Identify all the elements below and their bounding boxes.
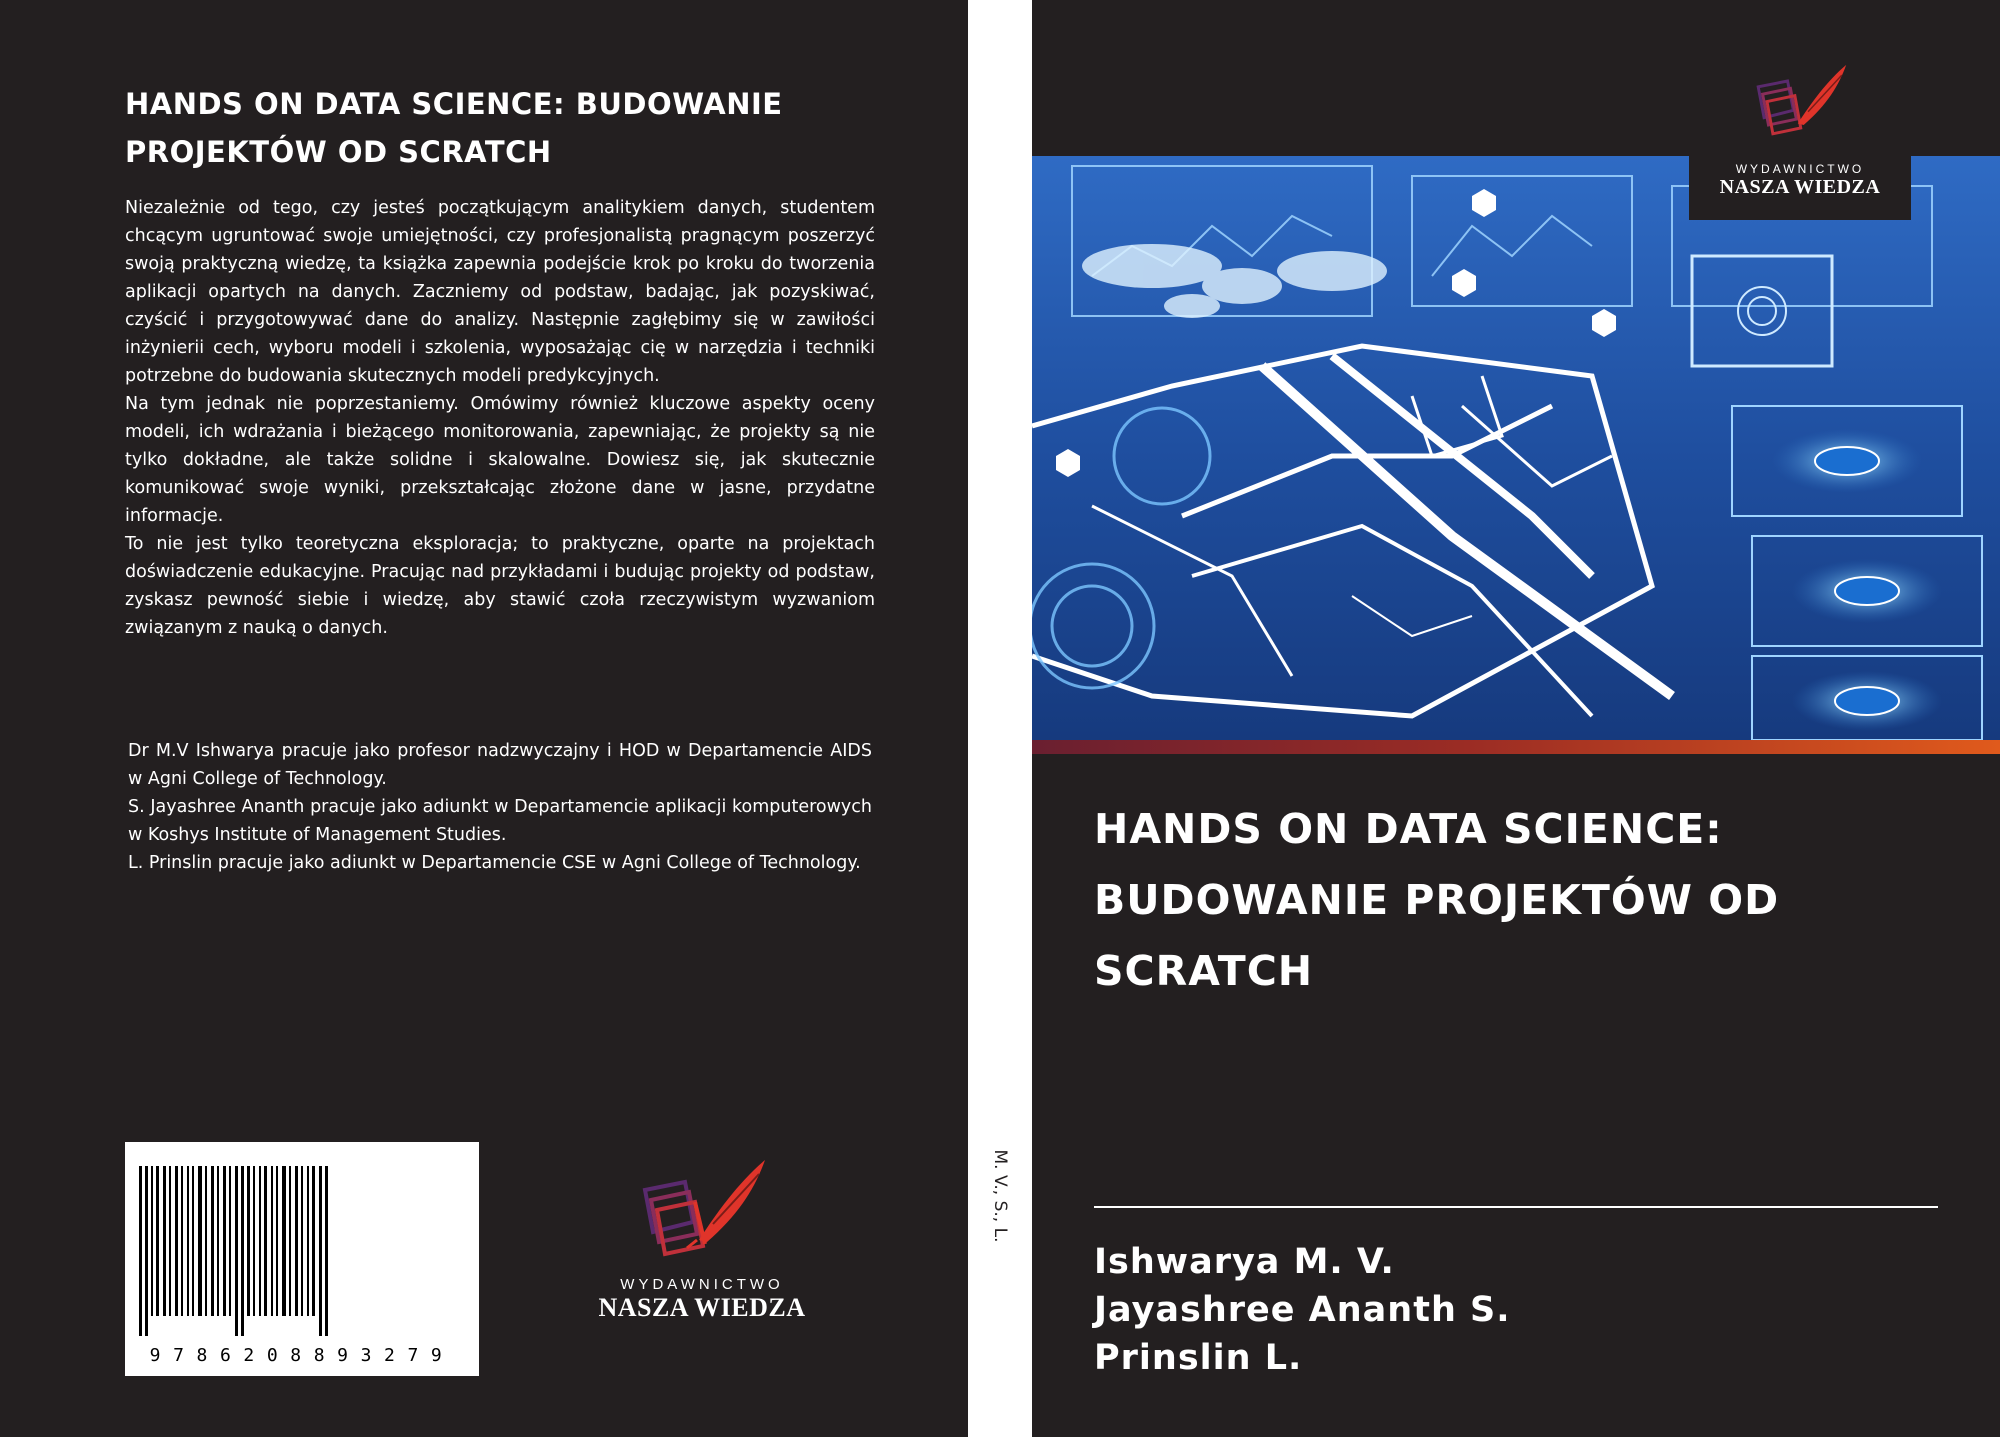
front-publisher-logo [1689,48,1911,220]
barcode-bar [325,1166,328,1336]
barcode-bar [205,1166,207,1316]
book-quill-icon [627,1152,777,1272]
blurb-paragraph: To nie jest tylko teoretyczna eksploracja; to praktyczne, oparte na projektach doświadczenie edukacyjne. Pracując nad przykładami i budując projekty od podstaw, zyskasz pewność siebie i wiedzę, aby stawić czoła rzeczywistym wyzwaniom związanym z nauką o danych. [125,534,875,638]
back-cover-blurb [125,194,875,642]
barcode-bar [223,1166,226,1316]
cover-illustration [1032,156,2000,740]
blurb-paragraph: Niezależnie od tego, czy jesteś początkującym analitykiem danych, studentem chcącym ugruntować swoje umiejętności, czy profesjonalistą pragnącym poszerzyć swoją praktyczną wiedzę, ta książka zapewnia podejście krok po kroku do tworzenia aplikacji opartych na danych. Zaczniemy od podstaw, badając, jak pozyskiwać, czyścić i przygotowywać dane do analizy. Następnie zagłębimy się w zawiłości inżynierii cech, wyboru modeli i szkolenia, wyposażając cię w narzędzia i techniki potrzebne do budowania skutecznych modeli predykcyjnych. [125,198,875,386]
front-title-line-1: HANDS ON DATA SCIENCE: [1094,805,1723,853]
cover-accent-stripe [1032,740,2000,754]
isbn-barcode [125,1142,479,1376]
barcode-bar [192,1166,194,1316]
barcode-bar [229,1166,231,1316]
barcode-bar [169,1166,171,1316]
publisher-name: NASZA WIEDZA [598,1293,806,1322]
barcode-bar [319,1166,322,1336]
barcode-bar [301,1166,303,1316]
barcode-bar [241,1166,244,1336]
barcode-bar [156,1166,159,1316]
spine-author-initials: M. V., S., L. [990,1149,1010,1243]
barcode-bar [264,1166,267,1316]
barcode-bar [276,1166,278,1316]
back-cover [0,0,968,1437]
barcode-bar [145,1166,148,1336]
back-cover-title [125,80,885,176]
barcode-bar [295,1166,298,1316]
data-map-illustration [1032,156,2000,740]
front-cover [1032,0,2000,1437]
barcode-bar [187,1166,189,1316]
barcode-bar [211,1166,214,1316]
back-title-line-2: PROJEKTÓW OD SCRATCH [125,135,552,169]
barcode-bar [151,1166,153,1316]
book-quill-icon [1745,48,1855,158]
front-title-line-2: BUDOWANIE PROJEKTÓW OD [1094,876,1780,924]
author-bio-paragraph: Dr M.V Ishwarya pracuje jako profesor nadzwyczajny i HOD w Departamencie AIDS w Agni College of Technology. [128,741,872,789]
barcode-bar [175,1166,178,1316]
barcode-bar [312,1166,315,1316]
front-cover-title [1094,794,1954,1007]
author-bio-paragraph: S. Jayashree Ananth pracuje jako adiunkt w Departamencie aplikacji komputerowych w Koshys Institute of Management Studies. [128,797,872,845]
author-bio-paragraph: L. Prinslin pracuje jako adiunkt w Departamencie CSE w Agni College of Technology. [128,853,861,873]
barcode-bar [181,1166,183,1316]
publisher-name: NASZA WIEDZA [1719,176,1881,198]
barcode-bar [163,1166,166,1316]
barcode-bar [271,1166,273,1316]
barcode-bar [217,1166,219,1316]
barcode-bar [139,1166,142,1336]
isbn-digits: 9786208893279 [149,1345,455,1366]
barcode-bar [235,1166,238,1336]
publisher-small-label: WYDAWNICTWO [620,1276,784,1293]
author-bios [128,737,872,877]
barcode-bar [253,1166,255,1316]
blurb-paragraph: Na tym jednak nie poprzestaniemy. Omówimy również kluczowe aspekty oceny modeli, ich wdrażania i bieżącego monitorowania, zapewniając, że projekty są nie tylko dokładne, ale także solidne i skalowalne. Dowiesz się, jak skutecznie komunikować swoje wyniki, przekształcając złożone dane w jasne, przydatne informacje. [125,394,875,526]
publisher-small-label: WYDAWNICTWO [1735,162,1865,176]
front-title-line-3: SCRATCH [1094,947,1314,995]
back-publisher-logo [580,1152,824,1352]
barcode-bar [198,1166,202,1316]
barcode-bar [289,1166,291,1316]
author-name: Ishwarya M. V. [1094,1242,1395,1282]
title-divider [1094,1206,1938,1208]
author-name: Jayashree Ananth S. [1094,1290,1511,1330]
front-author-list [1094,1238,1954,1382]
author-name: Prinslin L. [1094,1338,1303,1378]
barcode-bars [139,1166,465,1336]
barcode-bar [259,1166,261,1316]
barcode-bar [307,1166,309,1316]
back-title-line-1: HANDS ON DATA SCIENCE: BUDOWANIE [125,87,783,121]
barcode-bar [247,1166,250,1316]
barcode-bar [282,1166,286,1316]
